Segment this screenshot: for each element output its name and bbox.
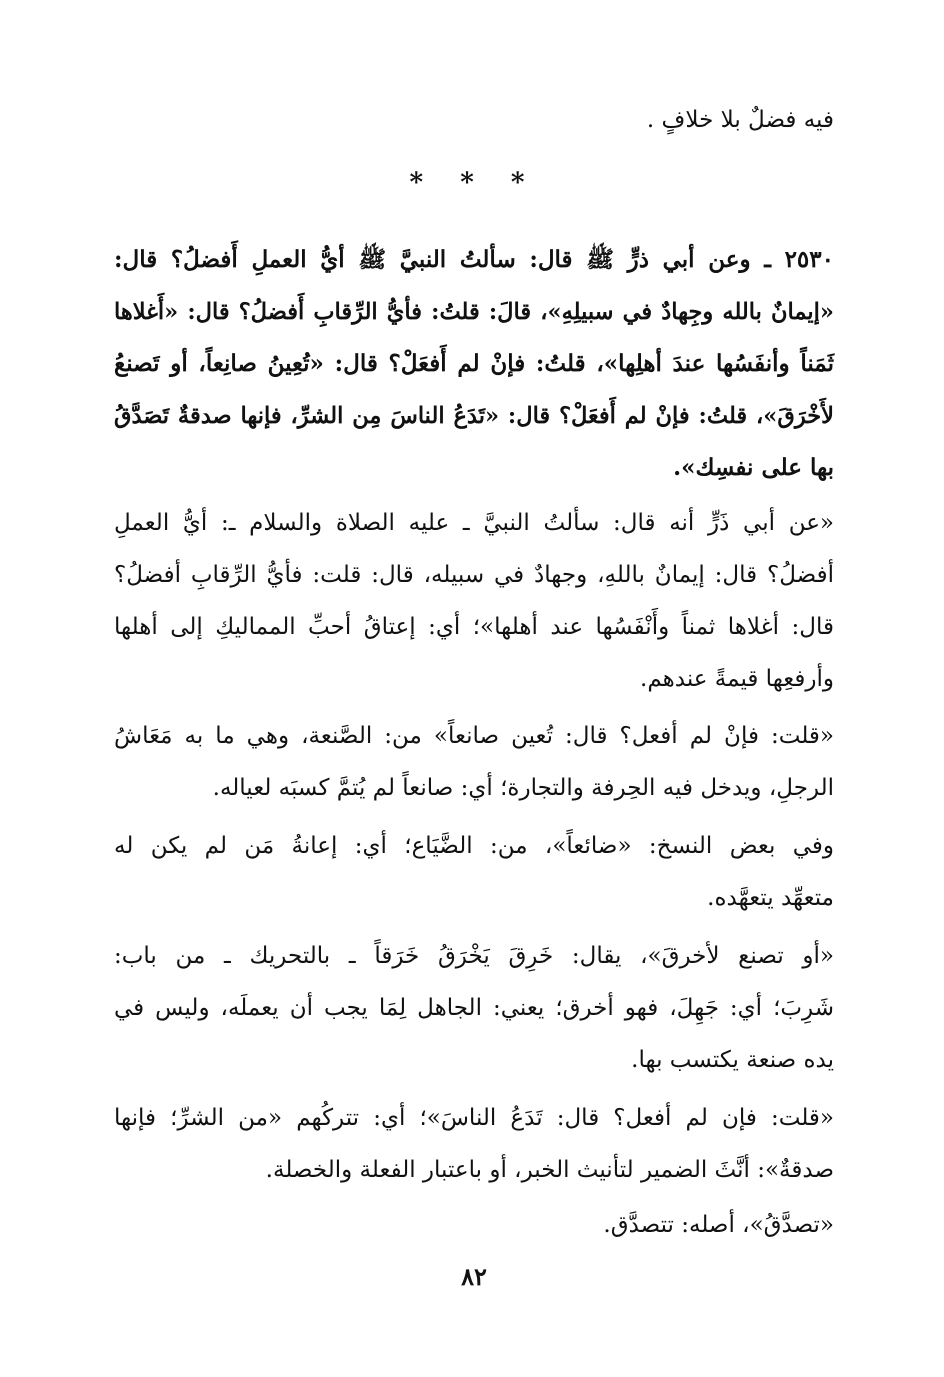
commentary-line: «أو تصنع لأخرقَ»، يقال: خَرِقَ يَخْرَقُ خَرَقاً ـ بالتحريك ـ من باب: [114,943,834,969]
commentary-line: يده صنعة يكتسب بها. [631,1047,834,1073]
section-separator: * * * [409,168,539,198]
text-line: فيه فضلٌ بلا خلافٍ . [646,107,834,133]
commentary-line: وفي بعض النسخ: «ضائعاً»، من: الضَّيَاع؛ أي: إعانةُ مَن لم يكن له [114,833,834,859]
hadith-line: ٢٥٣٠ ـ وعن أبي ذرٍّ ﷺ قال: سألتُ النبيَّ ﷺ أيُّ العملِ أَفضلُ؟ قال: [114,246,834,273]
hadith-line: لأَخْرَقَ»، قلتُ: فإنْ لم أَفعَلْ؟ قال: «تَدَعُ الناسَ مِن الشرِّ، فإنها صدقةٌ تَصَدَّقُ [114,403,834,429]
page-number: ٨٢ [461,1262,487,1291]
commentary-line: متعهِّد يتعهَّده. [707,885,834,911]
commentary-line: قال: أغلاها ثمناً وأَنْفَسُها عند أهلها»؛ أي: إعتاقُ أحبِّ المماليكِ إلى أهلها [114,614,834,640]
commentary-line: صدقةٌ»: أنَّثَ الضمير لتأنيث الخبر، أو باعتبار الفعلة والخصلة. [265,1157,834,1183]
commentary-line: «عن أبي ذَرٍّ أنه قال: سألتُ النبيَّ ـ عليه الصلاة والسلام ـ: أيُّ العملِ [114,510,834,536]
commentary-line: وأرفعِها قيمةً عندهم. [640,666,834,692]
commentary-line: شَرِبَ؛ أي: جَهِلَ، فهو أخرق؛ يعني: الجاهل لِمَا يجب أن يعملَه، وليس في [114,995,834,1021]
commentary-line: «قلت: فإنْ لم أفعل؟ قال: تُعين صانعاً» من: الصَّنعة، وهي ما به مَعَاشُ [114,723,834,749]
hadith-line: بها على نفسِك». [673,454,834,481]
commentary-line: أفضلُ؟ قال: إيمانٌ باللهِ، وجهادٌ في سبيله، قال: قلت: فأيُّ الرِّقابِ أفضلُ؟ [114,562,834,588]
book-page [114,0,834,1377]
hadith-line: ثَمَناً وأنفَسُها عندَ أهلِها»، قلتُ: فإنْ لم أَفعَلْ؟ قال: «تُعِينُ صانِعاً، أو تَصنعُ [114,350,834,377]
commentary-line: «قلت: فإن لم أفعل؟ قال: تَدَعُ الناسَ»؛ أي: تتركُهم «من الشرِّ؛ فإنها [114,1105,834,1131]
commentary-line: «تصدَّقُ»، أصله: تتصدَّق. [603,1212,834,1238]
hadith-line: «إيمانٌ بالله وجِهادٌ في سبيلِهِ»، قالَ: قلتُ: فأيُّ الرِّقابِ أَفضلُ؟ قال: «أَغلاها [114,299,834,325]
commentary-line: الرجلِ، ويدخل فيه الحِرفة والتجارة؛ أي: صانعاً لم يُتمَّ كسبَه لعياله. [212,775,834,801]
